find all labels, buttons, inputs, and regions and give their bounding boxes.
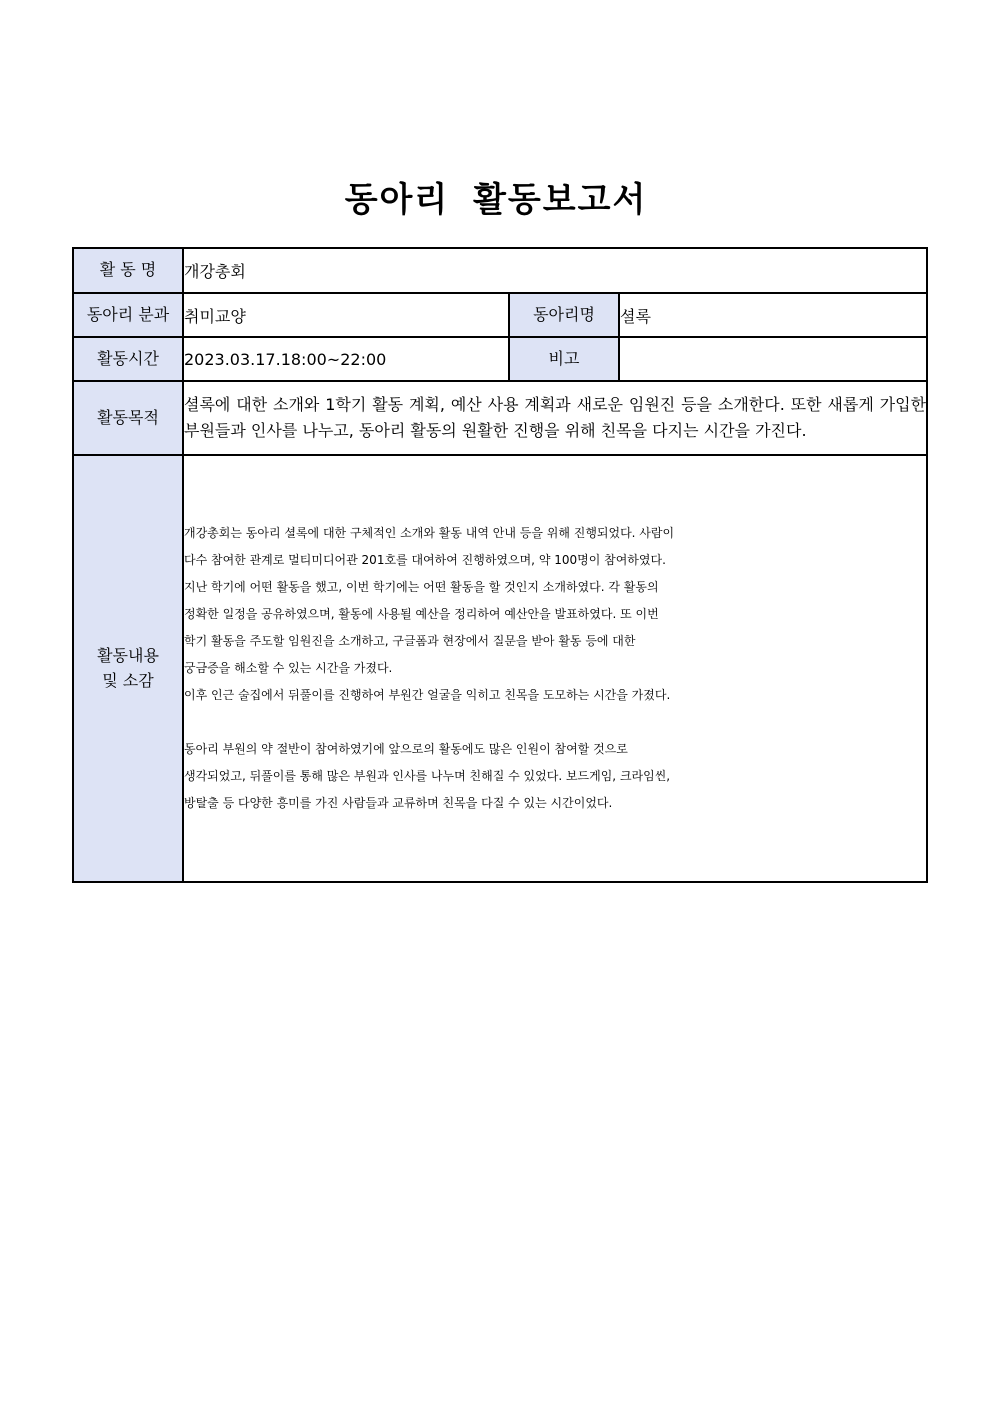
activity-time-value: 2023.03.17.18:00~22:00 (183, 337, 509, 381)
remarks-value (619, 337, 927, 381)
content-label-line1: 활동내용 (97, 645, 159, 665)
remarks-label: 비고 (509, 337, 619, 381)
purpose-label: 활동목적 (73, 381, 183, 455)
content-label-line2: 및 소감 (102, 670, 154, 690)
content-line: 방탈출 등 다양한 흥미를 가진 사람들과 교류하며 친목을 다질 수 있는 시간이었다. (184, 796, 613, 810)
content-line: 학기 활동을 주도할 임원진을 소개하고, 구글폼과 현장에서 질문을 받아 활동 등에 대한 (184, 634, 636, 648)
row-category (73, 293, 927, 337)
content-line: 생각되었고, 뒤풀이를 통해 많은 부원과 인사를 나누며 친해질 수 있었다. 보드게임, 크라임씬, (184, 769, 671, 783)
content-line: 개강총회는 동아리 셜록에 대한 구체적인 소개와 활동 내역 안내 등을 위해 진행되었다. 사람이 (184, 526, 675, 540)
paragraph-gap (184, 709, 926, 736)
activity-name-value: 개강총회 (183, 248, 927, 293)
row-activity-name (73, 248, 927, 293)
club-name-label: 동아리명 (509, 293, 619, 337)
category-value: 취미교양 (183, 293, 509, 337)
row-purpose (73, 381, 927, 455)
content-line: 이후 인근 술집에서 뒤풀이를 진행하여 부원간 얼굴을 익히고 친목을 도모하는 시간을 가졌다. (184, 688, 671, 702)
content-line: 다수 참여한 관계로 멀티미디어관 201호를 대여하여 진행하였으며, 약 100명이 참여하였다. (184, 553, 666, 567)
row-content (73, 455, 927, 882)
content-line: 정확한 일정을 공유하였으며, 활동에 사용될 예산을 정리하여 예산안을 발표하였다. 또 이번 (184, 607, 659, 621)
club-name-value: 셜록 (619, 293, 927, 337)
content-line: 지난 학기에 어떤 활동을 했고, 이번 학기에는 어떤 활동을 할 것인지 소개하였다. 각 활동의 (184, 580, 659, 594)
row-activity-time (73, 337, 927, 381)
category-label: 동아리 분과 (73, 293, 183, 337)
activity-name-label: 활 동 명 (73, 248, 183, 293)
content-line: 동아리 부원의 약 절반이 참여하였기에 앞으로의 활동에도 많은 인원이 참여할 것으로 (184, 742, 628, 756)
report-table (72, 247, 928, 883)
document-title: 동아리 활동보고서 (344, 180, 648, 220)
activity-time-label: 활동시간 (73, 337, 183, 381)
purpose-value: 셜록에 대한 소개와 1학기 활동 계획, 예산 사용 계획과 새로운 임원진 등을 소개한다. 또한 새롭게 가입한 부원들과 인사를 나누고, 동아리 활동의 원활한 진행을 위해 친목을 다지는 시간을 가진다. (183, 381, 927, 455)
content-value (183, 455, 927, 882)
content-line: 궁금증을 해소할 수 있는 시간을 가졌다. (184, 661, 393, 675)
content-label (73, 455, 183, 882)
